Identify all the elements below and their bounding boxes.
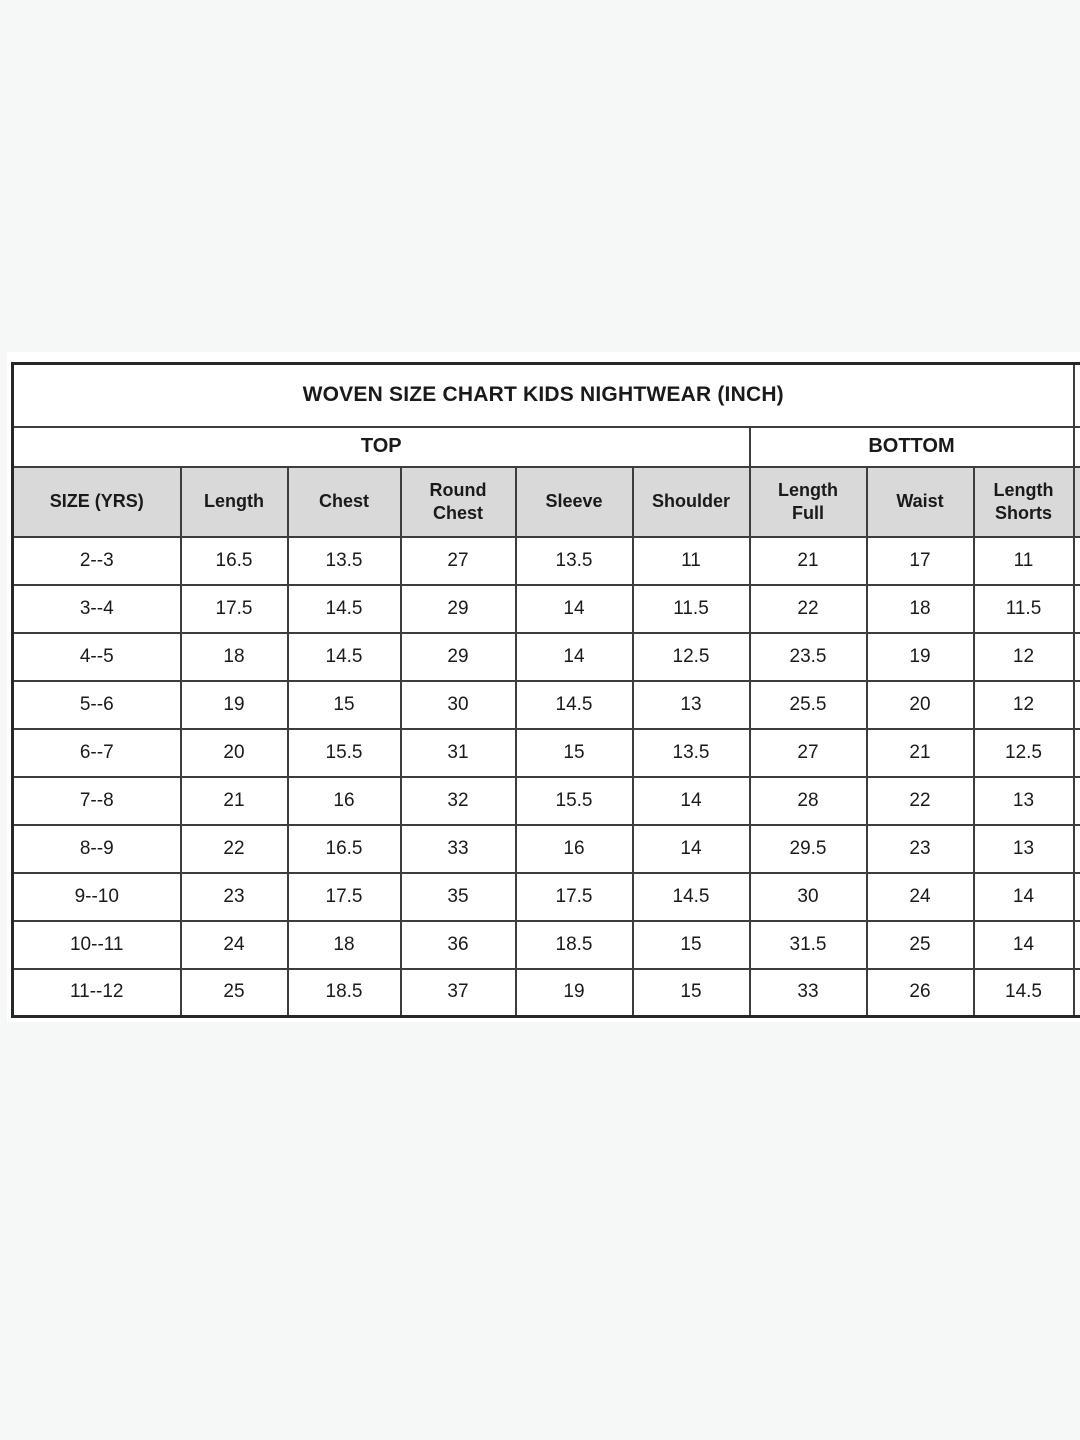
table-cell: 22 bbox=[750, 585, 867, 633]
table-cell: 33 bbox=[750, 969, 867, 1017]
empty-cell bbox=[1074, 825, 1080, 873]
table-cell: 31 bbox=[401, 729, 516, 777]
table-cell: 19 bbox=[181, 681, 288, 729]
table-cell: 17.5 bbox=[288, 873, 401, 921]
table-cell: 25 bbox=[181, 969, 288, 1017]
table-cell: 18.5 bbox=[288, 969, 401, 1017]
table-cell: 29.5 bbox=[750, 825, 867, 873]
section-row bbox=[13, 427, 1080, 467]
table-cell: 15 bbox=[633, 921, 750, 969]
table-cell: 17 bbox=[867, 537, 974, 585]
table-cell: 17.5 bbox=[181, 585, 288, 633]
column-header: Chest bbox=[288, 467, 401, 537]
table-cell: 16.5 bbox=[181, 537, 288, 585]
table-cell: 18.5 bbox=[516, 921, 633, 969]
table-row bbox=[13, 729, 1080, 777]
table-cell: 30 bbox=[401, 681, 516, 729]
table-cell: 14 bbox=[974, 921, 1074, 969]
empty-cell bbox=[1074, 873, 1080, 921]
column-header: Round Chest bbox=[401, 467, 516, 537]
table-cell: 19 bbox=[516, 969, 633, 1017]
table-row bbox=[13, 633, 1080, 681]
table-cell: 20 bbox=[181, 729, 288, 777]
table-cell: 18 bbox=[867, 585, 974, 633]
table-cell: 11.5 bbox=[974, 585, 1074, 633]
table-cell: 15.5 bbox=[288, 729, 401, 777]
empty-cell bbox=[1074, 364, 1080, 427]
table-cell: 17.5 bbox=[516, 873, 633, 921]
spreadsheet-sheet bbox=[7, 352, 1080, 1022]
table-cell: 13 bbox=[974, 777, 1074, 825]
table-cell: 18 bbox=[181, 633, 288, 681]
table-cell: 27 bbox=[750, 729, 867, 777]
table-cell: 26 bbox=[867, 969, 974, 1017]
table-row bbox=[13, 969, 1080, 1017]
table-cell: 35 bbox=[401, 873, 516, 921]
table-cell: 12.5 bbox=[974, 729, 1074, 777]
table-cell: 19 bbox=[867, 633, 974, 681]
table-cell: 14.5 bbox=[516, 681, 633, 729]
table-cell: 33 bbox=[401, 825, 516, 873]
table-cell: 16 bbox=[516, 825, 633, 873]
table-cell: 24 bbox=[181, 921, 288, 969]
table-cell: 14.5 bbox=[974, 969, 1074, 1017]
size-cell: 2--3 bbox=[13, 537, 181, 585]
table-cell: 22 bbox=[181, 825, 288, 873]
table-cell: 29 bbox=[401, 633, 516, 681]
table-cell: 15 bbox=[288, 681, 401, 729]
column-header: Shoulder bbox=[633, 467, 750, 537]
column-header: Waist bbox=[867, 467, 974, 537]
table-cell: 14.5 bbox=[288, 585, 401, 633]
size-cell: 6--7 bbox=[13, 729, 181, 777]
table-row bbox=[13, 681, 1080, 729]
table-cell: 29 bbox=[401, 585, 516, 633]
table-row bbox=[13, 585, 1080, 633]
table-cell: 11 bbox=[974, 537, 1074, 585]
table-cell: 12.5 bbox=[633, 633, 750, 681]
table-cell: 31.5 bbox=[750, 921, 867, 969]
table-cell: 23.5 bbox=[750, 633, 867, 681]
empty-cell bbox=[1074, 427, 1080, 467]
column-header: Length Full bbox=[750, 467, 867, 537]
section-top: TOP bbox=[13, 427, 750, 467]
table-cell: 13 bbox=[974, 825, 1074, 873]
column-header: Length Shorts bbox=[974, 467, 1074, 537]
table-cell: 25 bbox=[867, 921, 974, 969]
table-cell: 15 bbox=[516, 729, 633, 777]
size-cell: 11--12 bbox=[13, 969, 181, 1017]
column-header: Length bbox=[181, 467, 288, 537]
table-cell: 12 bbox=[974, 633, 1074, 681]
title-row bbox=[13, 364, 1080, 427]
empty-cell bbox=[1074, 777, 1080, 825]
empty-cell bbox=[1074, 681, 1080, 729]
empty-cell bbox=[1074, 729, 1080, 777]
size-cell: 9--10 bbox=[13, 873, 181, 921]
size-chart-table bbox=[11, 362, 1080, 1018]
section-bottom: BOTTOM bbox=[750, 427, 1074, 467]
table-title: WOVEN SIZE CHART KIDS NIGHTWEAR (INCH) bbox=[13, 364, 1074, 427]
table-cell: 13 bbox=[633, 681, 750, 729]
size-cell: 4--5 bbox=[13, 633, 181, 681]
empty-cell bbox=[1074, 921, 1080, 969]
empty-cell bbox=[1074, 633, 1080, 681]
table-row bbox=[13, 825, 1080, 873]
table-cell: 32 bbox=[401, 777, 516, 825]
table-cell: 20 bbox=[867, 681, 974, 729]
table-cell: 14.5 bbox=[633, 873, 750, 921]
table-cell: 16 bbox=[288, 777, 401, 825]
size-cell: 3--4 bbox=[13, 585, 181, 633]
table-cell: 13.5 bbox=[288, 537, 401, 585]
table-cell: 13.5 bbox=[633, 729, 750, 777]
table-cell: 14 bbox=[974, 873, 1074, 921]
table-cell: 23 bbox=[181, 873, 288, 921]
table-cell: 14.5 bbox=[288, 633, 401, 681]
table-cell: 21 bbox=[750, 537, 867, 585]
table-cell: 22 bbox=[867, 777, 974, 825]
column-header-row bbox=[13, 467, 1080, 537]
table-cell: 14 bbox=[516, 585, 633, 633]
size-cell: 8--9 bbox=[13, 825, 181, 873]
table-cell: 37 bbox=[401, 969, 516, 1017]
empty-cell bbox=[1074, 585, 1080, 633]
empty-cell bbox=[1074, 537, 1080, 585]
table-row bbox=[13, 537, 1080, 585]
table-cell: 14 bbox=[633, 825, 750, 873]
table-cell: 21 bbox=[867, 729, 974, 777]
table-cell: 14 bbox=[516, 633, 633, 681]
table-cell: 25.5 bbox=[750, 681, 867, 729]
size-cell: 10--11 bbox=[13, 921, 181, 969]
table-cell: 12 bbox=[974, 681, 1074, 729]
table-cell: 30 bbox=[750, 873, 867, 921]
size-cell: 5--6 bbox=[13, 681, 181, 729]
table-cell: 24 bbox=[867, 873, 974, 921]
column-header: SIZE (YRS) bbox=[13, 467, 181, 537]
size-cell: 7--8 bbox=[13, 777, 181, 825]
table-row bbox=[13, 873, 1080, 921]
table-cell: 23 bbox=[867, 825, 974, 873]
table-cell: 36 bbox=[401, 921, 516, 969]
table-cell: 21 bbox=[181, 777, 288, 825]
table-cell: 18 bbox=[288, 921, 401, 969]
table-cell: 14 bbox=[633, 777, 750, 825]
table-cell: 15.5 bbox=[516, 777, 633, 825]
table-row bbox=[13, 921, 1080, 969]
table-cell: 11 bbox=[633, 537, 750, 585]
table-row bbox=[13, 777, 1080, 825]
column-header: Sleeve bbox=[516, 467, 633, 537]
table-cell: 11.5 bbox=[633, 585, 750, 633]
table-cell: 15 bbox=[633, 969, 750, 1017]
table-cell: 28 bbox=[750, 777, 867, 825]
empty-cell bbox=[1074, 467, 1080, 537]
empty-cell bbox=[1074, 969, 1080, 1017]
table-cell: 16.5 bbox=[288, 825, 401, 873]
table-cell: 27 bbox=[401, 537, 516, 585]
table-cell: 13.5 bbox=[516, 537, 633, 585]
